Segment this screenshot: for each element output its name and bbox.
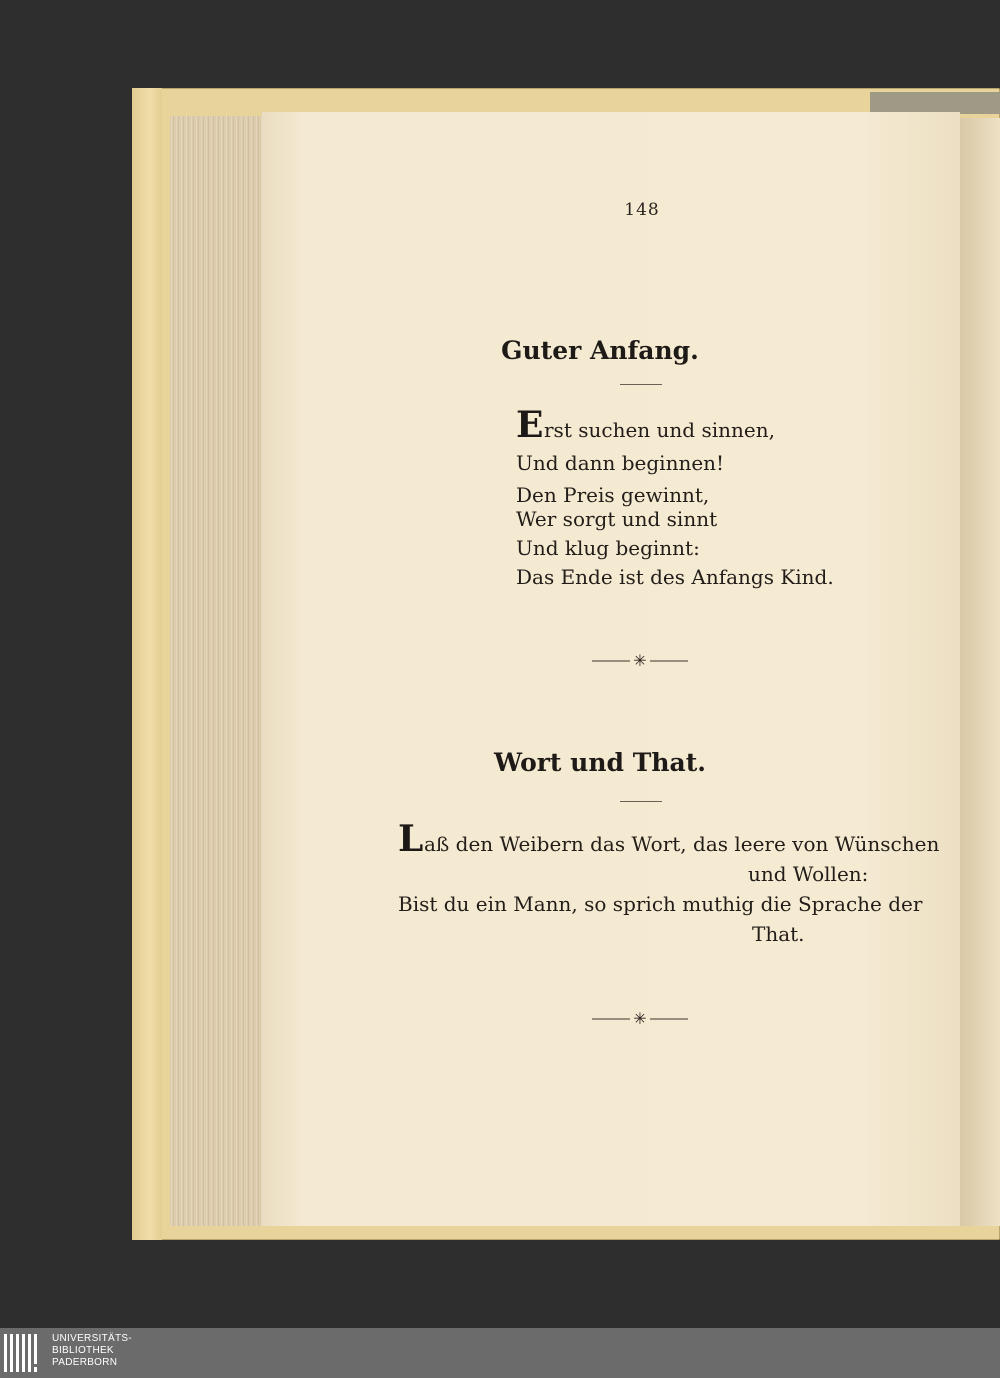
drop-cap: L [398, 818, 424, 860]
library-name-line: UNIVERSITÄTS- [52, 1333, 133, 1344]
prose-line: und Wollen: [748, 862, 869, 886]
poem-title-guter-anfang: Guter Anfang. [501, 336, 699, 365]
poem-line: Und klug beginnt: [516, 536, 700, 560]
prose-line: Bist du ein Mann, so sprich muthig die Sprache der [398, 892, 923, 916]
drop-cap: E [516, 404, 544, 446]
poem-line: Und dann beginnen! [516, 451, 725, 475]
library-footer [0, 1328, 1000, 1378]
library-name-line: BIBLIOTHEK [52, 1345, 114, 1356]
library-logo-icon [4, 1332, 44, 1374]
cover-edge [132, 88, 162, 1240]
library-name [52, 1333, 132, 1369]
poem-line: rst suchen und sinnen, [544, 418, 775, 442]
book-spine [870, 92, 1000, 114]
page-number: 148 [624, 200, 660, 220]
library-name-line: PADERBORN [52, 1357, 118, 1368]
poem-title-wort-und-that: Wort und That. [494, 748, 706, 777]
title-rule [620, 384, 662, 385]
poem-line: Das Ende ist des Anfangs Kind. [516, 565, 834, 589]
ornament-divider [590, 1009, 690, 1029]
facing-page-edge [958, 118, 1000, 1226]
page-stack [170, 116, 268, 1226]
ornament-star-icon: ✳ [633, 1009, 647, 1028]
prose-line: That. [752, 922, 805, 946]
title-rule [620, 801, 662, 802]
prose-line: aß den Weibern das Wort, das leere von Wünschen [424, 832, 940, 856]
poem-line: Den Preis gewinnt, [516, 483, 710, 507]
poem-line: Wer sorgt und sinnt [516, 507, 718, 531]
ornament-divider [590, 651, 690, 671]
ornament-star-icon: ✳ [633, 651, 647, 670]
